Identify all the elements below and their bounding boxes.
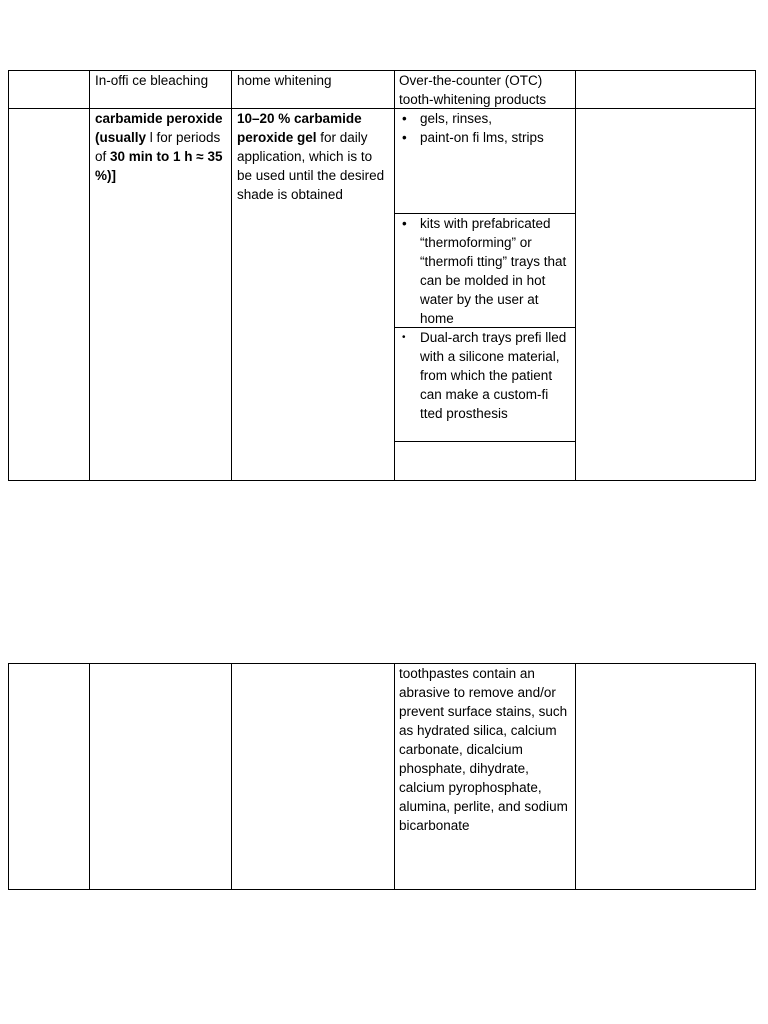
table1-border-bottom xyxy=(8,480,756,481)
bullet-icon: • xyxy=(402,130,407,145)
table2-border-left xyxy=(8,663,9,890)
otc-group-thermoforming-kits xyxy=(398,214,572,328)
table2-col-divider-1 xyxy=(89,663,90,890)
list-item: • paint-on fi lms, strips xyxy=(402,130,544,145)
header-otc-label: Over-the-counter (OTC) tooth-whitening products xyxy=(399,73,547,107)
table2-border-bottom xyxy=(8,889,756,890)
header-otc-products xyxy=(399,71,571,109)
table2-border-right xyxy=(755,663,756,890)
in-office-bold-1: carbamide peroxide (usually xyxy=(95,111,223,145)
toothpaste-text: toothpastes contain an abrasive to remove and/or prevent surface stains, such as hydrated silica, calcium carbonate, dicalcium phosphate, dihydrate, calcium pyrophosphate, alumina, perlite, and sodium bicarbonate xyxy=(399,666,568,833)
otc-group-dual-arch-trays xyxy=(398,328,572,423)
table1-col-divider-2 xyxy=(231,70,232,481)
table1-col-divider-1 xyxy=(89,70,90,481)
header-in-office-bleaching xyxy=(95,71,229,90)
bullet-icon: • xyxy=(402,216,407,231)
in-office-text: l for periods of xyxy=(95,130,221,164)
otc-group-gels-strips xyxy=(398,109,572,147)
home-whitening-details xyxy=(237,109,389,204)
table2-col-divider-2 xyxy=(231,663,232,890)
header-home-whitening xyxy=(237,71,391,90)
table1-col-divider-3 xyxy=(394,70,395,481)
header-home-label: home whitening xyxy=(237,73,332,88)
toothpaste-details xyxy=(399,664,571,835)
home-text: for daily application, which is to be used until the desired shade is obtained xyxy=(237,130,385,202)
list-item: • kits with prefabricated “thermoforming” or “thermofi tting” trays that can be molded in hot water by the user at home xyxy=(402,216,567,326)
table2-border-top xyxy=(8,663,756,664)
list-item: • gels, rinses, xyxy=(402,111,493,126)
in-office-bold-2: 30 min to 1 h ≈ 35 %)] xyxy=(95,149,223,183)
list-item: • Dual-arch trays prefi lled with a silicone material, from which the patient can make a custom-fi tted prosthesis xyxy=(402,330,567,421)
header-in-office-label: In-offi ce bleaching xyxy=(95,73,209,88)
table2-col-divider-3 xyxy=(394,663,395,890)
otc-subrow-divider-3 xyxy=(394,441,576,442)
home-bold: 10–20 % carbamide peroxide gel xyxy=(237,111,362,145)
in-office-details xyxy=(95,109,229,185)
table1-border-right xyxy=(755,70,756,481)
bullet-icon: • xyxy=(402,332,406,343)
table1-col-divider-4 xyxy=(575,70,576,481)
bullet-icon: • xyxy=(402,111,407,126)
table2-col-divider-4 xyxy=(575,663,576,890)
table1-border-left xyxy=(8,70,9,481)
